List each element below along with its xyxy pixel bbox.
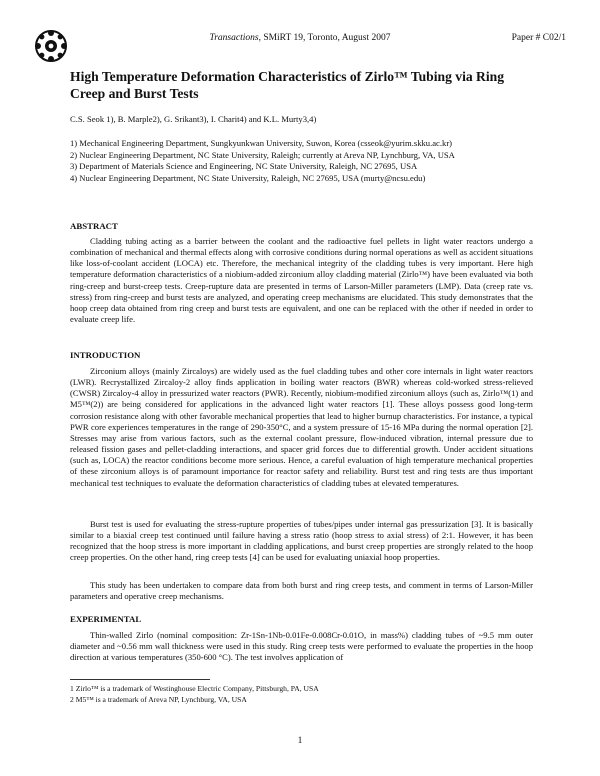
experimental-heading: EXPERIMENTAL xyxy=(70,614,142,624)
footnote-divider xyxy=(70,679,210,680)
abstract-heading: ABSTRACT xyxy=(70,221,118,231)
affiliation-2: 2) Nuclear Engineering Department, NC State University, Raleigh; currently at Areva NP, Lynchburg, VA, USA xyxy=(70,149,455,160)
affiliation-3: 3) Department of Materials Science and Engineering, NC State University, Raleigh, NC 27695, USA xyxy=(70,161,418,172)
journal-name: Transactions xyxy=(209,33,259,43)
experimental-paragraph: Thin-walled Zirlo (nominal composition: Zr-1Sn-1Nb-0.01Fe-0.008Cr-0.01O, in mass%) cladding tubes of ~9.5 mm outer diameter and ~0.56 mm wall thickness were used in this study. Ring creep tests were performed to evaluate the properties in the hoop direction at various temperatures (350-600 °C). The test involves application of xyxy=(70,630,533,663)
introduction-paragraph-2: Burst test is used for evaluating the stress-rupture properties of tubes/pipes under internal gas pressurization [3]. It is basically similar to a biaxial creep test continued until failure having a stress ratio (hoop stress to axial stress) of 2:1. However, it has been recognized that the hoop stress is more important in cladding applications, and burst creep properties are strongly related to the hoop creep properties. On the other hand, ring creep tests [4] can be used for evaluating uniaxial hoop properties. xyxy=(70,519,533,563)
running-header xyxy=(0,33,600,43)
affiliation-4: 4) Nuclear Engineering Department, NC State University, Raleigh, NC 27695, USA (murty@ncsu.edu) xyxy=(70,173,426,184)
page-number: 1 xyxy=(297,736,303,746)
affiliations xyxy=(70,138,455,185)
paper-title: High Temperature Deformation Characteristics of Zirlo™ Tubing via Ring Creep and Burst Tests xyxy=(70,69,504,101)
introduction-paragraph-3: This study has been undertaken to compare data from both burst and ring creep tests, and comment in terms of Larson-Miller parameters and operative creep mechanisms. xyxy=(70,580,533,602)
footnotes xyxy=(70,683,319,705)
footnote-2: 2 M5™ is a trademark of Areva NP, Lynchburg, VA, USA xyxy=(70,695,247,704)
paper-number: Paper # C02/1 xyxy=(511,33,566,43)
introduction-heading: INTRODUCTION xyxy=(70,350,141,360)
introduction-paragraph-1: Zirconium alloys (mainly Zircaloys) are widely used as the fuel cladding tubes and other core internals in light water reactors (LWR). Recrystallized Zircaloy-2 alloy finds application in boiling water reactors (BWR) whereas cold-worked stress-relieved (CWSR) Zircaloy-4 alloy in pressurized water reactors (PWR). Recently, niobium-modified zirconium alloys (such as, Zirlo™(1) and M5™(2)) are being considered for applications in the advanced light water reactors [1]. These alloys possess good long-term corrosion resistance along with other favorable mechanical properties that lead to higher burnup characteristics. For instance, a typical PWR core experiences temperatures in the range of 290-350°C, and a system pressure of 15-16 MPa during the normal operation [2]. Stresses may arise from various factors, such as the external coolant pressure, flow-induced vibration, internal pressure due to released fission gases and pellet-cladding interactions, and spacer grid forces due to differential growth. Under accident situations (such as, LOCA) the reactor conditions become more serious. Hence, a careful evaluation of high temperature mechanical properties of these zirconium alloys is of paramount importance for reactor safety and reliability. Burst test and ring tests are thus important mechanical test techniques to evaluate the deformation characteristics of cladding tubes at elevated temperatures. xyxy=(70,366,533,488)
abstract-paragraph: Cladding tubing acting as a barrier between the coolant and the radioactive fuel pellets in light water reactors undergo a combination of mechanical and thermal effects along with corrosive conditions during normal operations as well as accident situations like loss-of-coolant accident (LOCA) etc. Therefore, the mechanical integrity of the cladding tubes is very important. Here high temperature deformation characteristics of a niobium-added zirconium alloy cladding material (Zirlo™) have been evaluated via both ring-creep and burst-creep tests. Creep-rupture data are presented in terms of Larson-Miller parameters (LMP). Data (creep rate vs. stress) from ring-creep and burst tests are analyzed, and operating creep mechanisms are elucidated. This study demonstrates that the hoop creep data obtained from ring creep and burst tests are equivalent, and one can be replaced with the other if needed in order to evaluate creep life. xyxy=(70,236,533,325)
conference-info: , SMiRT 19, Toronto, August 2007 xyxy=(258,33,391,43)
affiliation-1: 1) Mechanical Engineering Department, Sungkyunkwan University, Suwon, Korea (csseok@yurim.skku.ac.kr) xyxy=(70,138,453,148)
footnote-1: 1 Zirlo™ is a trademark of Westinghouse Electric Company, Pittsburgh, PA, USA xyxy=(70,684,319,693)
author-list: C.S. Seok 1), B. Marple2), G. Srikant3), I. Charit4) and K.L. Murty3,4) xyxy=(70,114,317,124)
